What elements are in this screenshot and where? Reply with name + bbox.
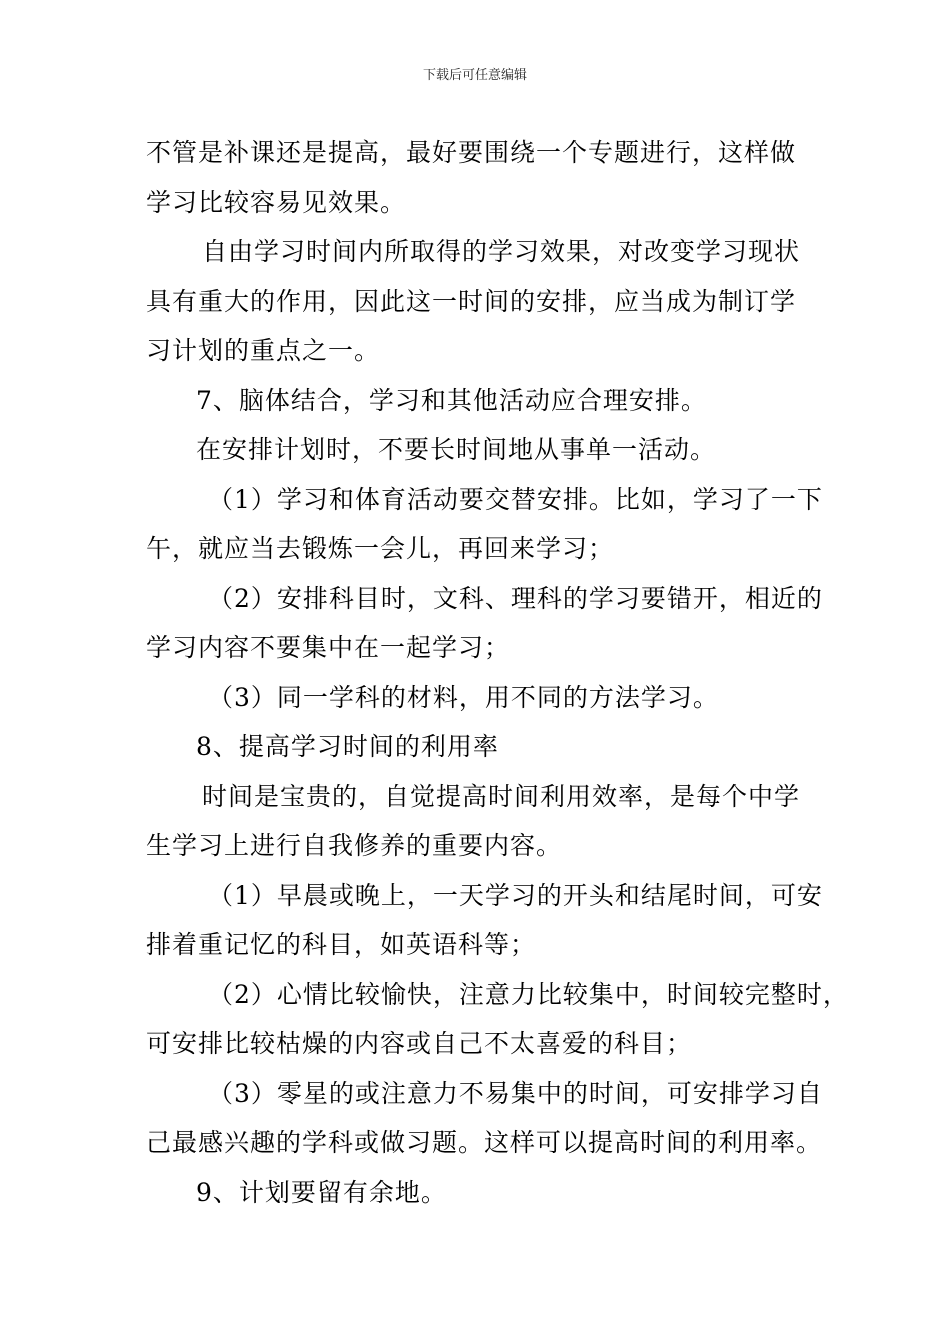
section-heading: 9、计划要留有余地。 <box>196 1177 447 1207</box>
list-item: （2）安排科目时，文科、理科的学习要错开，相近的 <box>208 583 823 613</box>
text-line: 具有重大的作用，因此这一时间的安排，应当成为制订学 <box>146 286 797 316</box>
text-line: 可安排比较枯燥的内容或自己不太喜爱的科目； <box>146 1029 693 1058</box>
text-line: 排着重记忆的科目，如英语科等； <box>146 930 537 959</box>
list-item: （3）同一学科的材料，用不同的方法学习。 <box>208 682 719 712</box>
text-line: 时间是宝贵的，自觉提高时间利用效率，是每个中学 <box>202 781 801 811</box>
body-text <box>146 128 849 1217</box>
text-line: 习计划的重点之一。 <box>146 336 381 365</box>
text-line: 生学习上进行自我修养的重要内容。 <box>146 831 563 860</box>
list-item: （3）零星的或注意力不易集中的时间，可安排学习自 <box>208 1078 823 1108</box>
section-heading: 7、脑体结合，学习和其他活动应合理安排。 <box>196 385 707 415</box>
text-line: 学习比较容易见效果。 <box>146 187 407 217</box>
text-line: 午，就应当去锻炼一会儿，再回来学习； <box>146 534 615 563</box>
section-heading: 8、提高学习时间的利用率 <box>196 732 499 761</box>
list-item: （2）心情比较愉快，注意力比较集中，时间较完整时， <box>208 979 849 1009</box>
text-line: 自由学习时间内所取得的学习效果，对改变学习现状 <box>202 237 801 266</box>
page-header: 下载后可任意编辑 <box>422 68 527 83</box>
text-line: 在安排计划时，不要长时间地从事单一活动。 <box>196 435 717 464</box>
list-item: （1）早晨或晚上，一天学习的开头和结尾时间，可安 <box>208 880 823 910</box>
list-item: （1）学习和体育活动要交替安排。比如，学习了一下 <box>208 484 823 514</box>
text-line: 不管是补课还是提高，最好要围绕一个专题进行，这样做 <box>146 138 797 167</box>
text-line: 学习内容不要集中在一起学习； <box>146 633 511 662</box>
text-line: 己最感兴趣的学科或做习题。这样可以提高时间的利用率。 <box>146 1128 823 1157</box>
